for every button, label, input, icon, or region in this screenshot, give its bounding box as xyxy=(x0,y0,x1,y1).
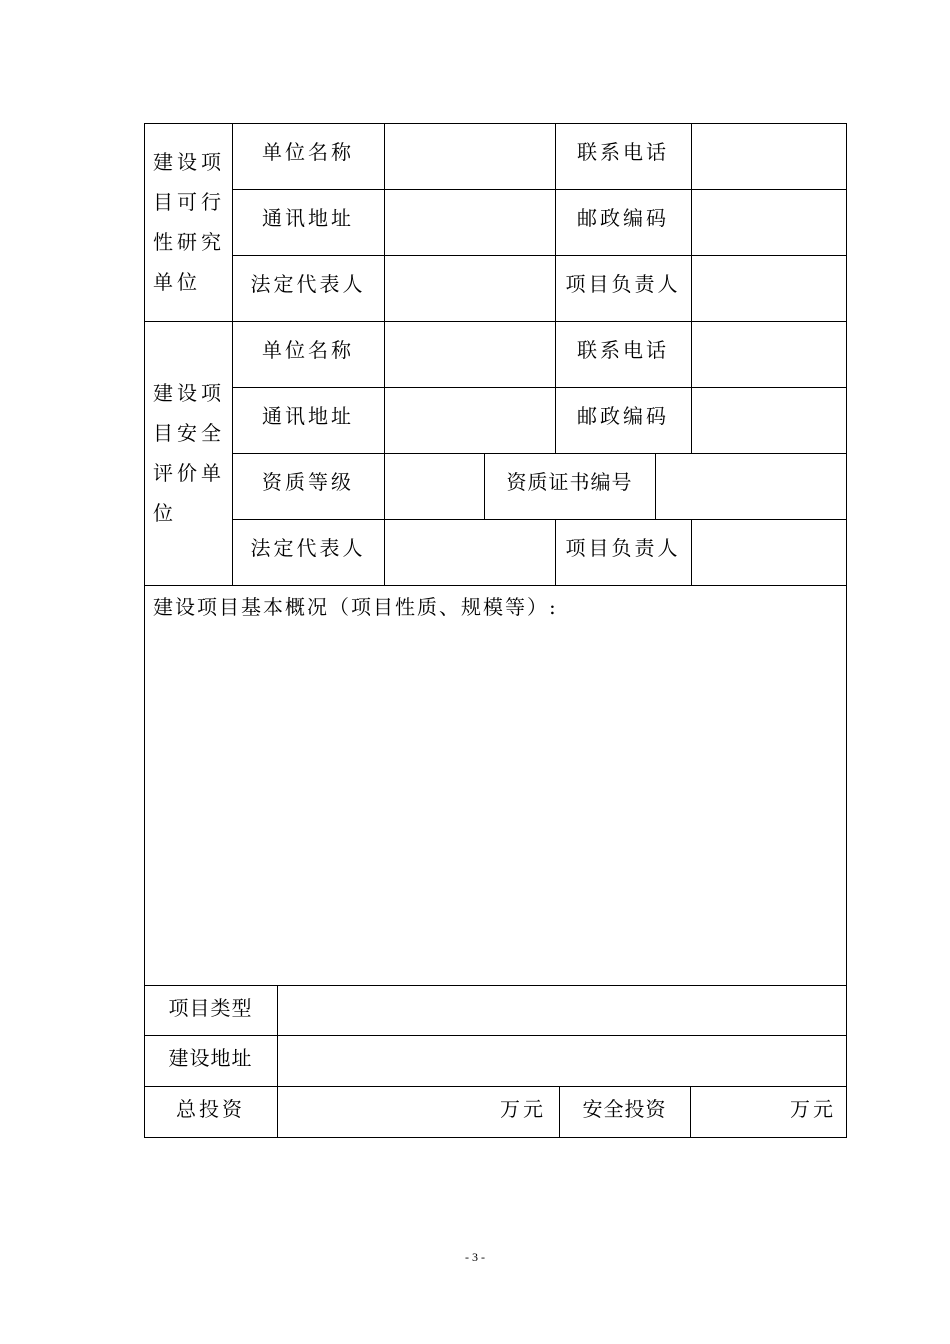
project-leader-label: 项目负责人 xyxy=(565,272,681,296)
total-investment-field[interactable] xyxy=(278,1087,488,1137)
legal-rep-label: 法定代表人 xyxy=(250,536,366,560)
qualification-label: 资质等级 xyxy=(262,470,354,494)
evaluation-address-field[interactable] xyxy=(385,388,555,453)
address-label: 通讯地址 xyxy=(262,404,354,428)
certificate-label: 资质证书编号 xyxy=(506,470,633,494)
project-leader-label: 项目负责人 xyxy=(565,536,681,560)
site-address-label: 建设地址 xyxy=(168,1046,253,1070)
site-address-field[interactable] xyxy=(278,1036,846,1086)
feasibility-unit-name-field[interactable] xyxy=(385,124,555,189)
project-type-field[interactable] xyxy=(278,986,846,1035)
safety-investment-unit: 万元 xyxy=(790,1097,836,1121)
postcode-label: 邮政编码 xyxy=(577,404,669,428)
total-investment-unit: 万元 xyxy=(500,1097,546,1121)
phone-label: 联系电话 xyxy=(577,140,669,164)
evaluation-project-leader-field[interactable] xyxy=(692,520,846,585)
total-investment-label: 总投资 xyxy=(176,1097,245,1121)
page-number: - 3 - xyxy=(465,1250,485,1264)
feasibility-postcode-field[interactable] xyxy=(692,190,846,255)
certificate-field[interactable] xyxy=(656,454,846,519)
table-right-border xyxy=(846,123,847,1138)
feasibility-legal-rep-field[interactable] xyxy=(385,256,555,321)
qualification-field[interactable] xyxy=(385,454,484,519)
overview-text-area[interactable] xyxy=(145,625,846,985)
table-bottom-border xyxy=(144,1137,847,1138)
postcode-label: 邮政编码 xyxy=(577,206,669,230)
project-type-label: 项目类型 xyxy=(168,996,253,1020)
evaluation-unit-name-field[interactable] xyxy=(385,322,555,387)
evaluation-phone-field[interactable] xyxy=(692,322,846,387)
evaluation-postcode-field[interactable] xyxy=(692,388,846,453)
address-label: 通讯地址 xyxy=(262,206,354,230)
evaluation-section-label: 建设项目安全评价单位 xyxy=(153,381,225,525)
legal-rep-label: 法定代表人 xyxy=(250,272,366,296)
feasibility-section-label: 建设项目可行性研究单位 xyxy=(153,150,225,294)
section-divider xyxy=(144,585,846,586)
safety-investment-label: 安全投资 xyxy=(582,1097,667,1121)
overview-label: 建设项目基本概况（项目性质、规模等）: xyxy=(153,595,558,619)
feasibility-address-field[interactable] xyxy=(385,190,555,255)
feasibility-project-leader-field[interactable] xyxy=(692,256,846,321)
feasibility-phone-field[interactable] xyxy=(692,124,846,189)
unit-name-label: 单位名称 xyxy=(262,140,354,164)
safety-investment-field[interactable] xyxy=(691,1087,781,1137)
phone-label: 联系电话 xyxy=(577,338,669,362)
unit-name-label: 单位名称 xyxy=(262,338,354,362)
evaluation-legal-rep-field[interactable] xyxy=(385,520,555,585)
